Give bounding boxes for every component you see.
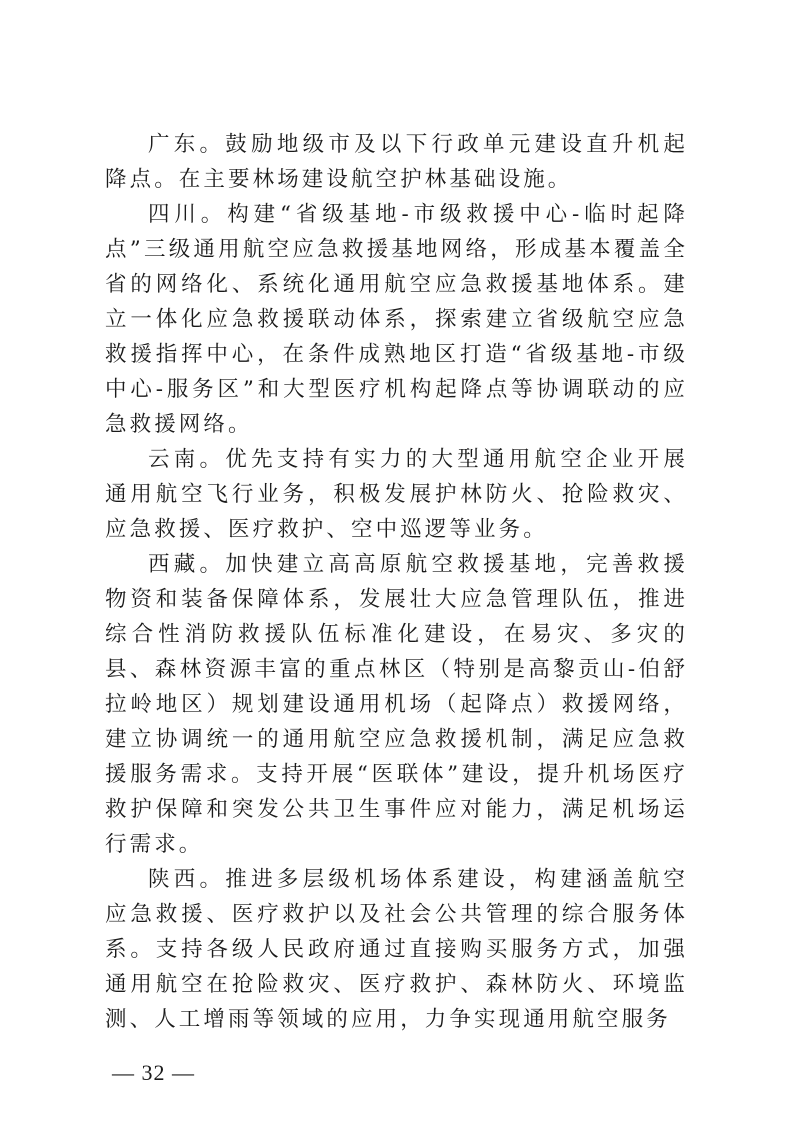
paragraph-xizang: 西藏。加快建立高高原航空救援基地，完善救援物资和装备保障体系，发展壮大应急管理队伍，推进综合性消防救援队伍标准化建设，在易灾、多灾的县、森林资源丰富的重点林区（特别是高黎贡山-伯舒拉岭地区）规划建设通用机场（起降点）救援网络，建立协调统一的通用航空应急救援机制，满足应急救援服务需求。支持开展“医联体”建设，提升机场医疗救护保障和突发公共卫生事件应对能力，满足机场运行需求。 bbox=[105, 552, 688, 857]
page-number: — 32 — bbox=[112, 1060, 195, 1085]
paragraph-yunnan: 云南。优先支持有实力的大型通用航空企业开展通用航空飞行业务，积极发展护林防火、抢险救灾、应急救援、医疗救护、空中巡逻等业务。 bbox=[105, 447, 688, 542]
paragraph-sichuan: 四川。构建“省级基地-市级救援中心-临时起降点”三级通用航空应急救援基地网络，形成基本覆盖全省的网络化、系统化通用航空应急救援基地体系。建立一体化应急救援联动体系，探索建立省级航空应急救援指挥中心，在条件成熟地区打造“省级基地-市级中心-服务区”和大型医疗机构起降点等协调联动的应急救援网络。 bbox=[105, 202, 688, 437]
paragraph-shaanxi: 陕西。推进多层级机场体系建设，构建涵盖航空应急救援、医疗救护以及社会公共管理的综合服务体系。支持各级人民政府通过直接购买服务方式，加强通用航空在抢险救灾、医疗救护、森林防火、环境监测、人工增雨等领域的应用，力争实现通用航空服务 bbox=[105, 867, 688, 1032]
body-text bbox=[105, 127, 688, 1037]
paragraph-guangdong: 广东。鼓励地级市及以下行政单元建设直升机起降点。在主要林场建设航空护林基础设施。 bbox=[105, 132, 688, 192]
